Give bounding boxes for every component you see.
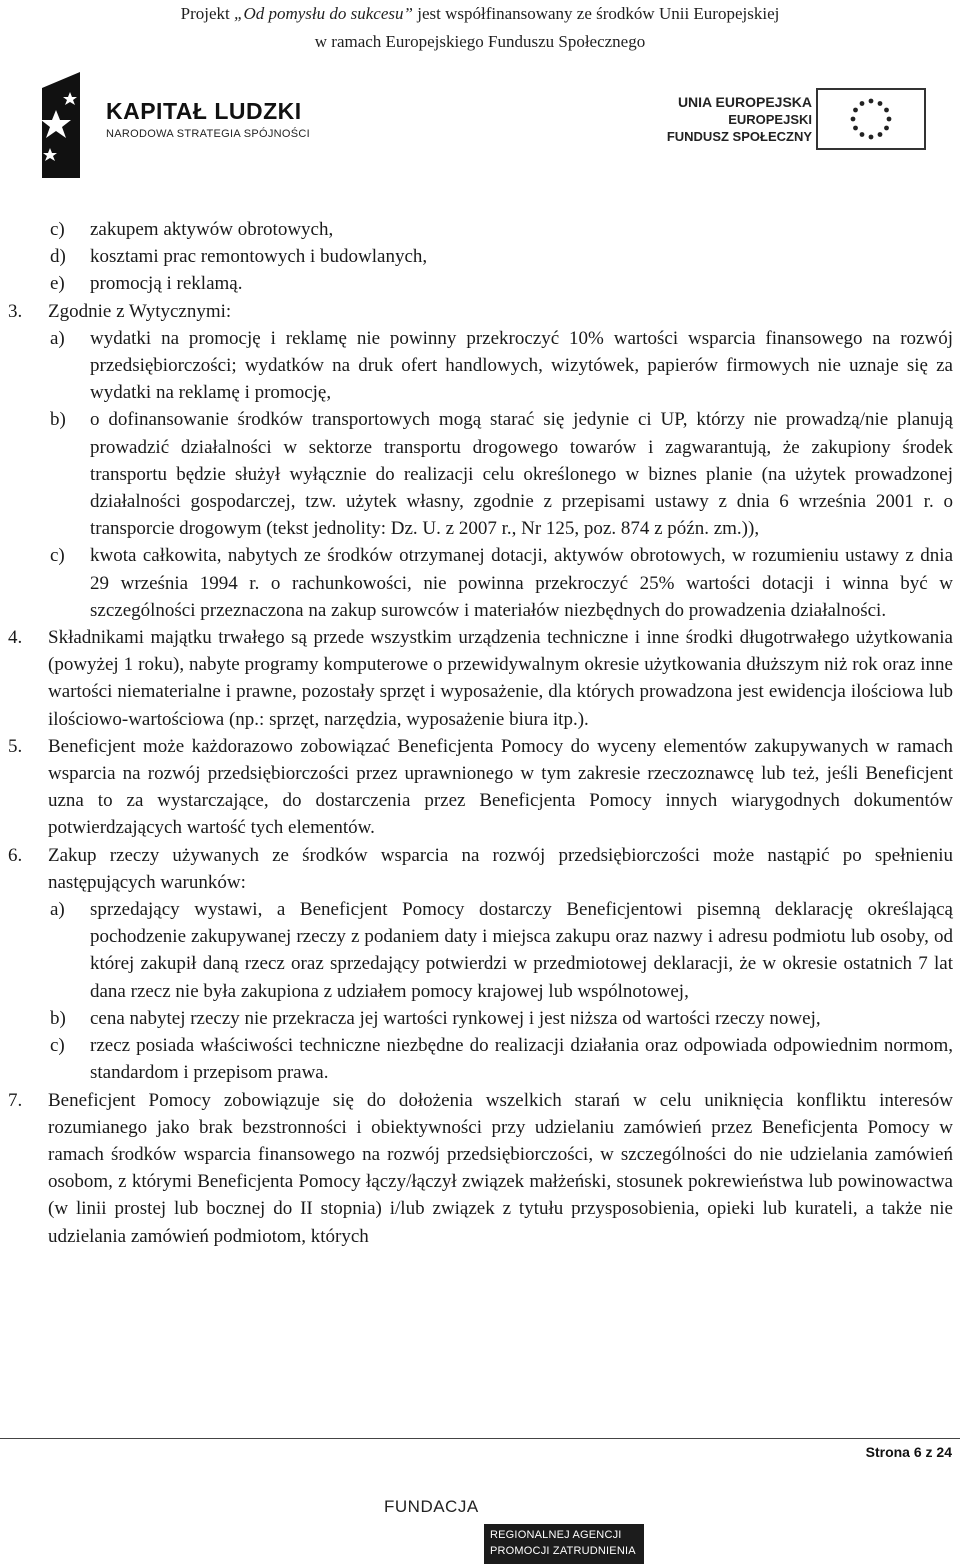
- section-number: 3.: [8, 300, 23, 322]
- list-item: [0, 216, 960, 243]
- section-7: [0, 1087, 960, 1250]
- eu-logo-line-2: EUROPEJSKI: [728, 112, 812, 127]
- fundacja-title: FUNDACJA: [384, 1497, 479, 1516]
- list-item: [0, 1032, 960, 1086]
- eu-logo: [660, 88, 940, 158]
- section-text: Zakup rzeczy używanych ze środków wsparcia na rozwój przedsiębiorczości może nastąpić po spełnieniu następujących warunków:: [48, 844, 953, 893]
- section-number: 7.: [8, 1089, 23, 1111]
- fundacja-logo: [380, 1494, 640, 1564]
- list-item: [0, 270, 960, 297]
- item-text: kosztami prac remontowych i budowlanych,: [90, 246, 428, 268]
- item-label: e): [50, 273, 65, 295]
- section-number: 6.: [8, 844, 23, 866]
- item-text: wydatki na promocję i reklamę nie powinny przekroczyć 10% wartości wsparcia finansowego na rozwój przedsiębiorczości; wydatków na druk ofert handlowych, wizytówek, papierów firmowych nie uznaje się za wydatki na reklamę i promocję,: [90, 327, 953, 404]
- eu-logo-line-1: UNIA EUROPEJSKA: [677, 94, 812, 110]
- section-number: 5.: [8, 735, 23, 757]
- page-header: [0, 0, 960, 56]
- item-text: kwota całkowita, nabytych ze środków otrzymanej dotacji, aktywów obrotowych, w rozumieniu ustawy z dnia 29 września 1994 r. o rachunkowości, nie powinna przekroczyć 25% wartości dotacji i winna być w szczególności przeznaczona na zakup surowców i materiałów niezbędnych do prowadzenia działalności.: [90, 545, 953, 621]
- footer-divider: [0, 1438, 960, 1439]
- list-item: [0, 325, 960, 407]
- section-text: Beneficjent Pomocy zobowiązuje się do dołożenia wszelkich starań w celu uniknięcia konfliktu interesów rozumianego jako brak bezstronności i obiektywności przy udzielaniu zamówień przez Beneficjenta Pomocy w ramach środków wsparcia finansowego na rozwój przedsiębiorczości, w szczególności do nie udzielania zamówień osobom, z którymi Beneficjenta Pomocy łączy/łączył związek małżeński, stosunek pokrewieństwa lub powinowactwa (w linii prostej lub bocznej do II stopnia) i/lub związek z tytułu przysposobienia, opieki lub kurateli, a także nie udzielania zamówień podmiotom, których: [48, 1089, 953, 1247]
- list-item: [0, 896, 960, 1005]
- header-line-1: [0, 0, 960, 28]
- item-text: zakupem aktywów obrotowych,: [90, 219, 334, 240]
- item-label: b): [50, 1007, 66, 1029]
- item-label: c): [50, 1035, 65, 1057]
- item-text: sprzedający wystawi, a Beneficjent Pomocy dostarczy Beneficjentowi pisemną deklarację określającą pochodzenie zakupywanej rzeczy z podaniem daty i miejsca zakupu oraz nazwy i adresu podmiotu lub osoby, od której zakupił daną rzecz oraz sprzedający potwierdzi w przedmiotowej deklaracji, że w okresie ostatnich 7 lat dana rzecz nie była zakupiona z udziałem pomocy krajowej lub wspólnotowej,: [90, 899, 953, 1002]
- eu-flag-icon: [816, 88, 926, 150]
- page-number: Strona 6 z 24: [865, 1444, 952, 1460]
- header-prefix: Projekt: [180, 4, 234, 23]
- fundacja-line-2: PROMOCJI ZATRUDNIENIA: [490, 1545, 636, 1557]
- item-label: c): [50, 219, 65, 240]
- item-label: c): [50, 545, 65, 567]
- list-item: [0, 243, 960, 270]
- section-3: [0, 298, 960, 325]
- section-text: Beneficjent może każdorazowo zobowiązać Beneficjenta Pomocy do wyceny elementów zakupywanych w ramach wsparcia na rozwój przedsiębiorczości przez uprawnionego w tym zakresie rzeczoznawcę lub też, jeśli Beneficjent uzna to za wystarczające, do dostarczenia przez Beneficjenta Pomocy innych wiarygodnych dokumentów potwierdzających wartość tych elementów.: [48, 735, 953, 839]
- item-label: a): [50, 899, 65, 921]
- eu-logo-line-3: FUNDUSZ SPOŁECZNY: [666, 129, 812, 144]
- item-text: o dofinansowanie środków transportowych mogą starać się jedynie ci UP, którzy nie prowadzą/nie planują prowadzić działalności w sektorze transportu drogowego towarów i zagwarantują, że zakupiony środek transportu będzie służył wyłącznie do realizacji celu określonego w biznes planie (na użytek prowadzonej działalności gospodarczej, tzw. użytek własny, zgodnie z przepisami ustawy z dnia 6 września 2001 r. o transporcie drogowym (tekst jednolity: Dz. U. z 2007 r., Nr 125, poz. 874 z późn. zm.)),: [90, 409, 953, 540]
- list-item: [0, 542, 960, 624]
- item-text: promocją i reklamą.: [90, 273, 243, 295]
- fundacja-line-1: REGIONALNEJ AGENCJI: [490, 1529, 622, 1541]
- item-text: rzecz posiada właściwości techniczne niezbędne do realizacji działania oraz odpowiada odpowiednim normom, standardom i przepisom prawa.: [90, 1035, 953, 1084]
- list-item: [0, 1005, 960, 1032]
- kapital-ludzki-subtitle: NARODOWA STRATEGIA SPÓJNOŚCI: [106, 128, 310, 140]
- header-project-name: „Od pomysłu do sukcesu”: [234, 4, 413, 23]
- section-4: [0, 624, 960, 733]
- kapital-ludzki-title: KAPITAŁ LUDZKI: [106, 98, 302, 124]
- header-line-2: w ramach Europejskiego Funduszu Społecznego: [314, 32, 646, 51]
- kapital-ludzki-logo: [36, 70, 336, 180]
- section-text: Zgodnie z Wytycznymi:: [48, 300, 232, 322]
- document-body: [0, 216, 960, 1250]
- item-label: a): [50, 327, 65, 349]
- item-label: b): [50, 409, 66, 431]
- section-5: [0, 733, 960, 842]
- section-6: [0, 842, 960, 896]
- item-label: d): [50, 246, 66, 268]
- header-suffix: jest współfinansowany ze środków Unii Europejskiej: [412, 4, 780, 23]
- item-text: cena nabytej rzeczy nie przekracza jej wartości rynkowej i jest niższa od wartości rzeczy nowej,: [90, 1007, 821, 1029]
- kapital-ludzki-emblem-icon: [36, 70, 100, 180]
- list-item: [0, 406, 960, 542]
- section-number: 4.: [8, 627, 23, 649]
- section-text: Składnikami majątku trwałego są przede wszystkim urządzenia techniczne i inne środki długotrwałego użytkowania (powyżej 1 roku), nabyte programy komputerowe o przewidywalnym okresie użytkowania dłuższym niż rok oraz inne wartości niematerialne i prawne, pozostały sprzęt i wyposażenie, dla których prowadzona jest ewidencja ilościowa lub ilościowo-wartościowa (np.: sprzęt, narzędzia, wyposażenie biura itp.).: [48, 627, 953, 730]
